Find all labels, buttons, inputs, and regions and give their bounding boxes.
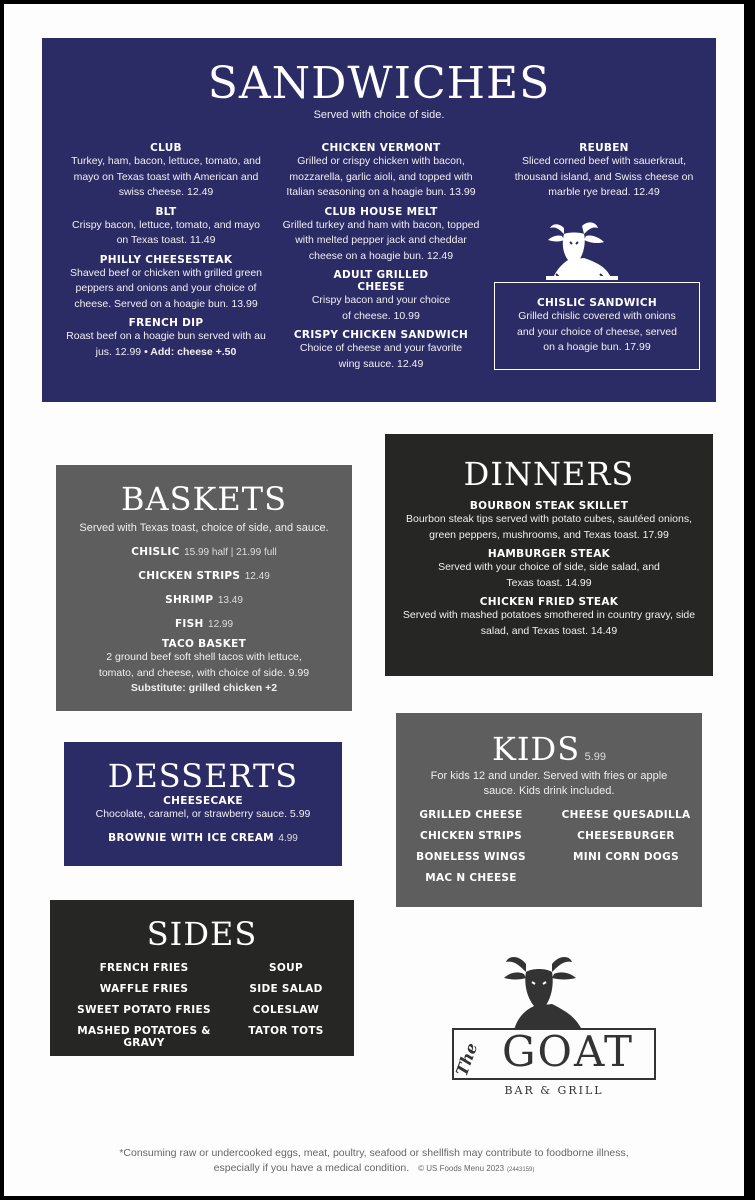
item-name: FRENCH DIP xyxy=(128,317,204,329)
kids-title: KIDS xyxy=(492,730,581,768)
chislic-sandwich-feature xyxy=(494,282,700,370)
menu-item xyxy=(66,206,266,249)
kids-item: CHEESEBURGER xyxy=(577,830,675,842)
kids-item: BONELESS WINGS xyxy=(416,851,526,863)
item-desc: Grilled turkey and ham with bacon, topped with melted pepper jack and cheddar cheese on a hoagie bun. 12.49 xyxy=(282,218,480,262)
item-price: 13.49 xyxy=(217,595,243,606)
menu-item xyxy=(56,638,352,697)
baskets-title: BASKETS xyxy=(120,480,288,518)
logo-tagline: BAR & GRILL xyxy=(504,1084,604,1097)
item-name: REUBEN xyxy=(579,142,629,154)
item-desc: Bourbon steak tips served with potato cubes, sautéed onions, green peppers, mushrooms, and Texas toast. 17.99 xyxy=(405,513,692,541)
item-desc: Grilled or crispy chicken with bacon, mozzarella, garlic aioli, and topped with Italian seasoning on a hoagie bun. 13.99 xyxy=(286,155,476,198)
footer-disclaimer-line1: *Consuming raw or undercooked eggs, meat, poultry, seafood or shellfish may contribute to foodborne illness, xyxy=(119,1147,629,1159)
logo-name: GOAT xyxy=(501,1027,635,1076)
kids-item: GRILLED CHEESE xyxy=(419,809,523,821)
sides-title: SIDES xyxy=(146,915,258,953)
item-price: 4.99 xyxy=(278,832,298,844)
menu-item xyxy=(397,596,701,639)
menu-item xyxy=(397,548,701,591)
desserts-panel xyxy=(64,742,342,866)
side-item: TATOR TOTS xyxy=(248,1025,324,1037)
item-name: CHICKEN FRIED STEAK xyxy=(479,596,619,608)
item-name: CHISLIC SANDWICH xyxy=(537,297,657,309)
item-name: CHICKEN VERMONT xyxy=(321,142,441,154)
menu-item xyxy=(278,269,484,324)
sides-panel xyxy=(50,900,354,1056)
item-desc: Crispy bacon, lettuce, tomato, and mayo on Texas toast. 11.49 xyxy=(72,218,260,246)
item-name: HAMBURGER STEAK xyxy=(487,548,611,560)
item-name: PHILLY CHEESESTEAK xyxy=(99,253,233,266)
item-price: 12.99 xyxy=(208,619,234,630)
desserts-items xyxy=(64,795,342,846)
item-desc: Shaved beef or chicken with grilled green peppers and onions and your choice of cheese. Served on a hoagie bun. 13.99 xyxy=(69,266,263,310)
item-name: CLUB HOUSE MELT xyxy=(324,205,438,218)
menu-item xyxy=(278,329,484,372)
sandwiches-title: SANDWICHES xyxy=(207,58,551,109)
footer-disclaimer-line2: especially if you have a medical condition. xyxy=(213,1162,410,1174)
item-desc: Crispy bacon and your choice of cheese. 10.99 xyxy=(311,294,451,322)
footer-line2 xyxy=(4,1161,744,1178)
item-name: FISH xyxy=(174,618,204,630)
menu-item xyxy=(66,142,266,201)
side-item: SWEET POTATO FRIES xyxy=(77,1004,211,1016)
item-desc: Grilled chislic covered with onions and your choice of cheese, served on a hoagie bun. 17.99 xyxy=(517,310,677,353)
menu-item xyxy=(56,614,352,632)
item-desc: Turkey, ham, bacon, lettuce, tomato, and mayo on Texas toast with American and swiss cheese. 12.49 xyxy=(71,155,261,198)
dinners-items xyxy=(385,500,713,639)
footer-code: (2443159) xyxy=(506,1167,535,1173)
kids-price: 5.99 xyxy=(584,751,606,763)
item-name: TACO BASKET xyxy=(161,638,247,650)
item-name: CHEESECAKE xyxy=(163,795,243,807)
item-name: BROWNIE WITH ICE CREAM xyxy=(108,831,274,844)
menu-item xyxy=(66,317,266,360)
sandwiches-col-3 xyxy=(512,142,696,206)
kids-item: MINI CORN DOGS xyxy=(573,851,679,863)
logo-the: The xyxy=(452,1040,482,1079)
item-desc: Choice of cheese and your favorite wing sauce. 12.49 xyxy=(299,342,463,370)
item-name: CHICKEN STRIPS xyxy=(138,570,241,582)
item-desc: Served with mashed potatoes smothered in country gravy, side salad, and Texas toast. 14.49 xyxy=(402,609,696,637)
goat-logo-icon xyxy=(496,950,596,1030)
item-name: ADULT GRILLED CHEESE xyxy=(333,269,429,293)
kids-subtitle: For kids 12 and under. Served with fries or apple sauce. Kids drink included. xyxy=(430,770,668,797)
item-desc: Chocolate, caramel, or strawberry sauce. 5.99 xyxy=(95,808,311,820)
sandwiches-panel xyxy=(42,38,716,402)
footer xyxy=(4,1146,744,1178)
item-price: 12.49 xyxy=(244,571,270,582)
menu-item xyxy=(56,566,352,584)
item-name: CRISPY CHICKEN SANDWICH xyxy=(293,329,469,341)
menu-item xyxy=(56,590,352,608)
side-item: SIDE SALAD xyxy=(249,983,323,995)
side-item: SOUP xyxy=(269,962,303,974)
side-item: WAFFLE FRIES xyxy=(99,983,189,995)
sandwiches-col-2 xyxy=(278,142,484,377)
menu-item xyxy=(278,206,484,265)
baskets-panel xyxy=(56,465,352,711)
menu-item xyxy=(397,500,701,543)
baskets-items xyxy=(56,542,352,697)
item-desc: Sliced corned beef with sauerkraut, thousand island, and Swiss cheese on marble rye bread. 12.49 xyxy=(514,155,694,198)
kids-item: MAC N CHEESE xyxy=(425,872,517,884)
menu-item xyxy=(512,142,696,201)
item-name: BOURBON STEAK SKILLET xyxy=(469,500,629,512)
item-name: CLUB xyxy=(150,142,182,154)
goat-logo xyxy=(444,950,654,1100)
menu-item xyxy=(66,254,266,313)
kids-item: CHICKEN STRIPS xyxy=(419,830,523,842)
kids-heading xyxy=(396,730,702,768)
item-addon: • Add: cheese +.50 xyxy=(144,345,237,358)
sandwiches-subtitle: Served with choice of side. xyxy=(313,109,445,121)
item-substitute: Substitute: grilled chicken +2 xyxy=(130,682,278,694)
footer-credit: © US Foods Menu 2023 xyxy=(418,1164,505,1173)
item-desc: Served with your choice of side, side salad, and Texas toast. 14.99 xyxy=(438,561,660,589)
item-name: BLT xyxy=(155,205,177,218)
item-desc: 2 ground beef soft shell tacos with lettuce, tomato, and cheese, with choice of side. 9.99 xyxy=(98,651,310,679)
side-item: MASHED POTATOES & GRAVY xyxy=(77,1025,211,1049)
menu-item xyxy=(64,828,342,846)
item-price: 15.99 half | 21.99 full xyxy=(184,547,277,558)
menu-page xyxy=(4,4,744,1196)
goat-icon xyxy=(542,218,622,284)
menu-item xyxy=(64,795,342,823)
dinners-title: DINNERS xyxy=(463,455,635,493)
side-item: COLESLAW xyxy=(252,1004,320,1016)
item-desc-text: Roast beef on a hoagie bun served with au jus. 12.99 xyxy=(66,330,266,358)
dinners-panel xyxy=(385,434,713,676)
kids-panel xyxy=(396,713,702,907)
baskets-subtitle: Served with Texas toast, choice of side, and sauce. xyxy=(79,522,329,534)
item-name: SHRIMP xyxy=(165,594,214,606)
item-name: CHISLIC xyxy=(131,546,180,558)
menu-item xyxy=(278,142,484,201)
kids-item: CHEESE QUESADILLA xyxy=(561,809,691,821)
desserts-title: DESSERTS xyxy=(107,757,299,795)
menu-item xyxy=(56,542,352,560)
item-desc xyxy=(66,329,266,360)
sandwiches-col-1 xyxy=(66,142,266,365)
side-item: FRENCH FRIES xyxy=(99,962,189,974)
